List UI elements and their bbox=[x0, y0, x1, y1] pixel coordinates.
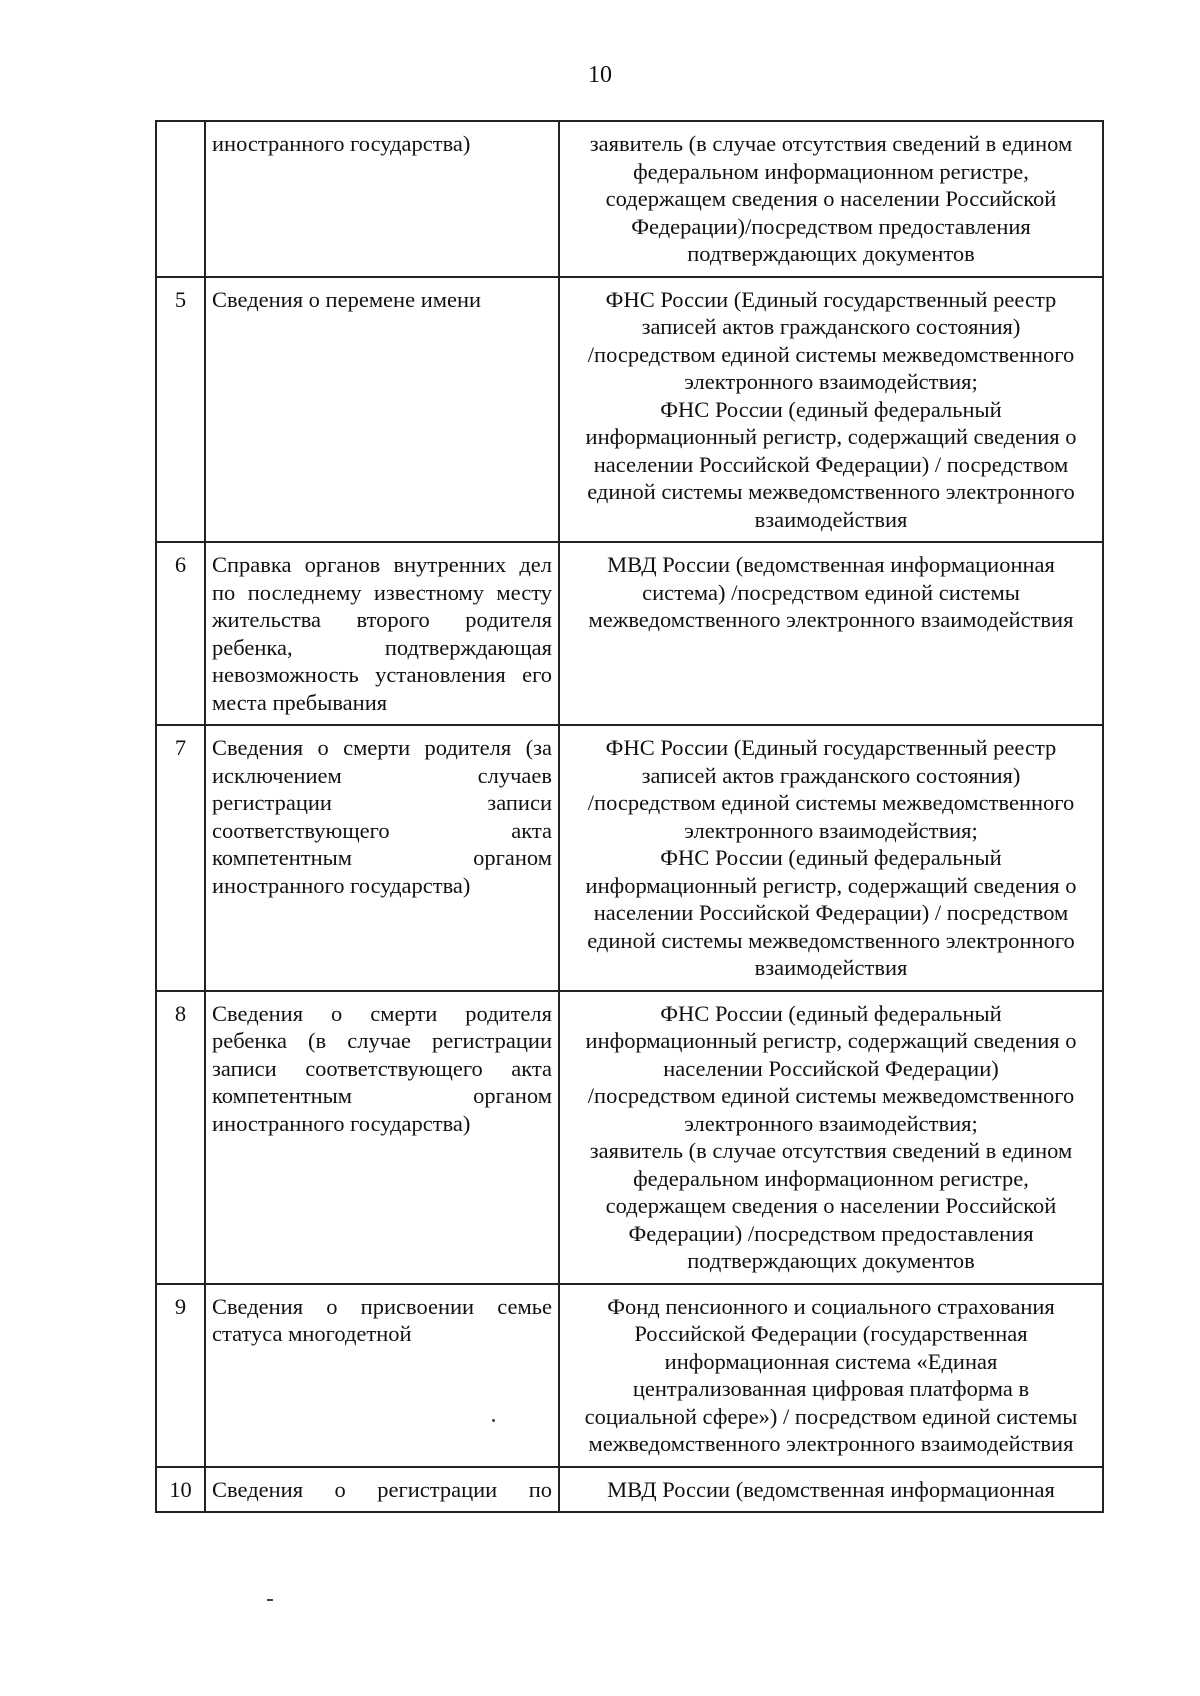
source-line: межведомственного электронного взаимодействия bbox=[588, 1431, 1074, 1456]
source-line: информационный регистр, содержащий сведения о bbox=[585, 872, 1077, 898]
table-row bbox=[156, 121, 1103, 277]
source-cell bbox=[559, 542, 1103, 725]
source-line: электронного взаимодействия; bbox=[684, 817, 978, 843]
document-name-line: ребенка, подтверждающая bbox=[212, 634, 552, 660]
source-line: содержащем сведения о населении Российской bbox=[605, 186, 1057, 211]
document-name-line: Сведения о смерти родителя bbox=[212, 1000, 552, 1026]
document-name-line: Справка органов внутренних дел bbox=[212, 552, 552, 577]
row-number bbox=[156, 121, 205, 277]
source-line: ФНС России (Единый государственный реестр bbox=[605, 286, 1057, 312]
source-line: взаимодействия bbox=[754, 506, 908, 532]
document-name-line: места пребывания bbox=[212, 689, 388, 715]
source-line: ФНС России (единый федеральный bbox=[660, 845, 1002, 870]
page-number: 10 bbox=[588, 62, 612, 88]
document-name-line: статуса многодетной bbox=[212, 1321, 412, 1346]
document-name-cell bbox=[205, 542, 559, 725]
row-number: 5 bbox=[156, 277, 205, 543]
document-name-cell bbox=[205, 991, 559, 1284]
document-name-line: невозможность установления его bbox=[212, 662, 552, 687]
document-name-line: Сведения о смерти родителя (за bbox=[212, 735, 552, 760]
source-line: МВД России (ведомственная информационная bbox=[607, 1476, 1055, 1502]
document-name-line: исключением случаев bbox=[212, 762, 552, 788]
document-name-line: записи соответствующего акта bbox=[212, 1055, 552, 1081]
source-line: информационный регистр, содержащий сведения о bbox=[585, 1028, 1077, 1053]
document-name-line: Сведения о перемене имени bbox=[212, 286, 482, 312]
document-name-line: Сведения о присвоении семье bbox=[212, 1293, 552, 1319]
source-cell bbox=[559, 725, 1103, 991]
source-line: /посредством единой системы межведомственного bbox=[587, 790, 1075, 815]
source-line: ФНС России (Единый государственный реестр bbox=[605, 735, 1057, 760]
table-row bbox=[156, 542, 1103, 725]
row-number: 6 bbox=[156, 542, 205, 725]
document-name-cell bbox=[205, 121, 559, 277]
source-line: электронного взаимодействия; bbox=[684, 369, 978, 394]
row-number: 10 bbox=[156, 1467, 205, 1513]
source-line: ФНС России (единый федеральный bbox=[660, 396, 1002, 422]
document-name-line: компетентным органом bbox=[212, 845, 552, 870]
source-line: записей актов гражданского состояния) bbox=[641, 314, 1021, 339]
source-cell bbox=[559, 1467, 1103, 1513]
row-number: 7 bbox=[156, 725, 205, 991]
document-name-cell bbox=[205, 277, 559, 543]
scan-speck bbox=[492, 1419, 495, 1422]
source-line: /посредством единой системы межведомственного bbox=[587, 1083, 1075, 1108]
source-line: ФНС России (единый федеральный bbox=[660, 1000, 1002, 1026]
source-line: межведомственного электронного взаимодействия bbox=[588, 607, 1074, 632]
source-line: система) /посредством единой системы bbox=[642, 579, 1020, 605]
document-name-cell bbox=[205, 1284, 559, 1467]
source-line: заявитель (в случае отсутствия сведений в едином bbox=[589, 131, 1073, 156]
source-line: Российской Федерации (государственная bbox=[634, 1321, 1028, 1346]
documents-table bbox=[155, 120, 1104, 1513]
source-line: записей актов гражданского состояния) bbox=[641, 762, 1021, 788]
source-line: содержащем сведения о населении Российской bbox=[605, 1193, 1057, 1218]
source-line: Федерации) /посредством предоставления bbox=[628, 1220, 1034, 1246]
table-row bbox=[156, 1284, 1103, 1467]
source-cell bbox=[559, 121, 1103, 277]
scan-speck bbox=[267, 1599, 273, 1601]
source-line: централизованная цифровая платформа в bbox=[632, 1376, 1030, 1401]
source-line: Федерации)/посредством предоставления bbox=[631, 213, 1031, 239]
document-name-line: жительства второго родителя bbox=[212, 607, 552, 632]
source-line: Фонд пенсионного и социального страхования bbox=[607, 1293, 1055, 1319]
document-name-line: компетентным органом bbox=[212, 1083, 552, 1108]
source-line: населении Российской Федерации) / посредством bbox=[593, 451, 1069, 477]
source-line: подтверждающих документов bbox=[687, 1248, 975, 1273]
source-line: населении Российской Федерации) bbox=[663, 1055, 999, 1081]
source-line: социальной сфере») / посредством единой системы bbox=[584, 1403, 1078, 1429]
source-line: федеральном информационном регистре, bbox=[633, 1165, 1029, 1191]
table-row bbox=[156, 277, 1103, 543]
table-row bbox=[156, 1467, 1103, 1513]
row-number: 8 bbox=[156, 991, 205, 1284]
table-row bbox=[156, 725, 1103, 991]
row-number: 9 bbox=[156, 1284, 205, 1467]
document-name-cell bbox=[205, 1467, 559, 1513]
document-name-line: соответствующего акта bbox=[212, 817, 552, 843]
source-cell bbox=[559, 991, 1103, 1284]
document-name-line: регистрации записи bbox=[212, 790, 552, 815]
table-row bbox=[156, 991, 1103, 1284]
document-name-line: Сведения о регистрации по bbox=[212, 1476, 552, 1502]
source-cell bbox=[559, 277, 1103, 543]
source-line: населении Российской Федерации) / посредством bbox=[593, 900, 1069, 925]
document-name-line: иностранного государства) bbox=[212, 1110, 471, 1136]
source-line: единой системы межведомственного электронного bbox=[587, 927, 1075, 953]
source-line: единой системы межведомственного электронного bbox=[587, 479, 1075, 504]
source-line: /посредством единой системы межведомственного bbox=[587, 341, 1075, 367]
source-line: взаимодействия bbox=[754, 955, 908, 980]
document-name-cell bbox=[205, 725, 559, 991]
document-name-line: ребенка (в случае регистрации bbox=[212, 1028, 552, 1053]
source-line: федеральном информационном регистре, bbox=[633, 158, 1029, 184]
source-cell bbox=[559, 1284, 1103, 1467]
document-name-line: по последнему известному месту bbox=[212, 579, 552, 605]
document-name-line: иностранного государства) bbox=[212, 131, 471, 156]
source-line: заявитель (в случае отсутствия сведений в едином bbox=[589, 1138, 1073, 1163]
source-line: информационная система «Единая bbox=[664, 1348, 998, 1374]
source-line: электронного взаимодействия; bbox=[684, 1110, 978, 1136]
source-line: подтверждающих документов bbox=[687, 241, 975, 266]
document-name-line: иностранного государства) bbox=[212, 872, 471, 898]
source-line: МВД России (ведомственная информационная bbox=[607, 552, 1055, 577]
source-line: информационный регистр, содержащий сведения о bbox=[585, 424, 1077, 449]
